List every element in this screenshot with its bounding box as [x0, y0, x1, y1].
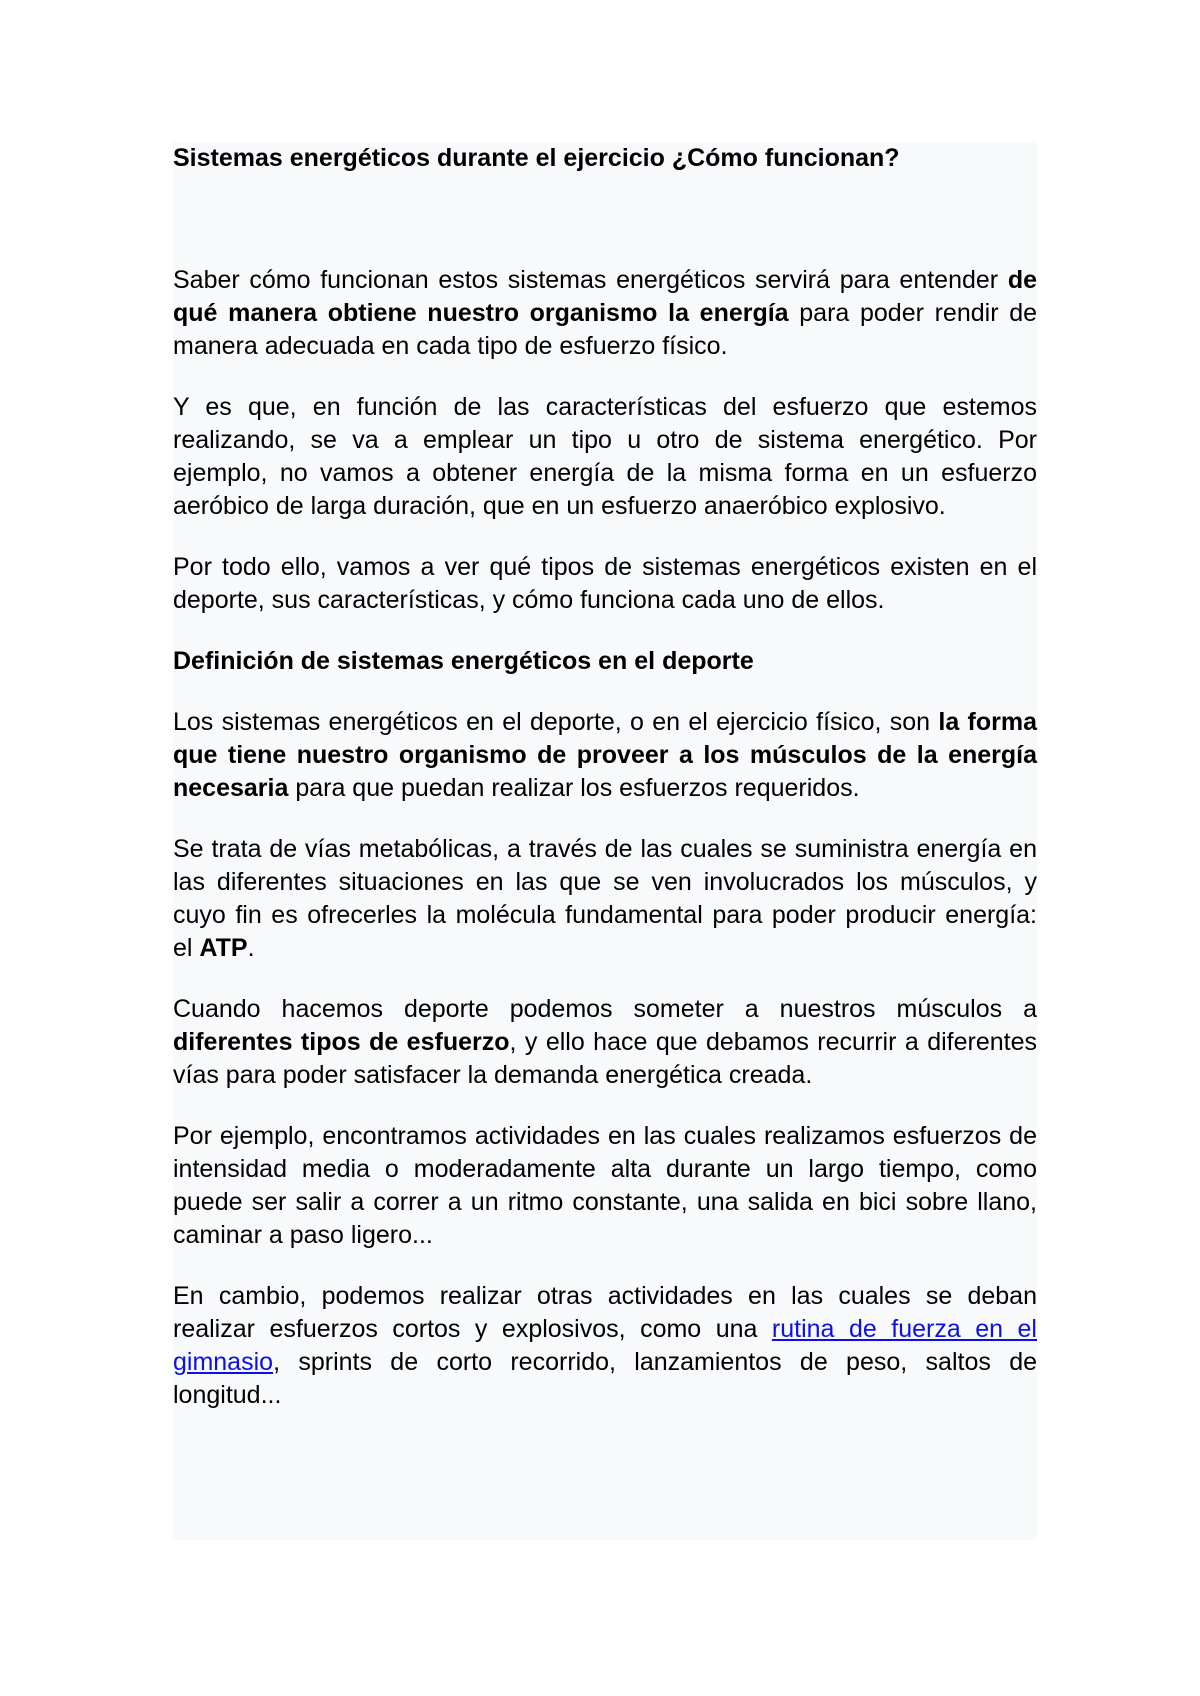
- document-content: [173, 142, 1037, 1540]
- paragraph-text: Se trata de vías metabólicas, a través de las cuales se suministra energía en las diferentes situaciones en las que se ven involucrados los músculos, y cuyo fin es ofrecerles la molécula fundamental para poder producir energía: el: [173, 835, 1037, 962]
- paragraph-effort-types: [173, 993, 1037, 1092]
- gym-routine-link[interactable]: rutina de fuerza en el gimnasio: [173, 1315, 1037, 1376]
- paragraph-explosive-examples: [173, 1280, 1037, 1412]
- paragraph-text: .: [247, 934, 255, 962]
- paragraph-text: Cuando hacemos deporte podemos someter a nuestros músculos a: [173, 995, 1037, 1023]
- bold-phrase: de qué manera obtiene nuestro organismo la energía: [173, 266, 1037, 327]
- section-heading-definition: Definición de sistemas energéticos en el deporte: [173, 647, 754, 675]
- paragraph-overview: Por todo ello, vamos a ver qué tipos de sistemas energéticos existen en el deporte, sus características, y cómo funciona cada uno de ellos.: [173, 553, 1037, 614]
- paragraph-text: En cambio, podemos realizar otras actividades en las cuales se deban realizar esfuerzos cortos y explosivos, como una: [173, 1282, 1037, 1343]
- paragraph-text: para poder rendir de manera adecuada en cada tipo de esfuerzo físico.: [173, 299, 1038, 360]
- bold-phrase: diferentes tipos de esfuerzo: [173, 1028, 510, 1056]
- paragraph-energy-types: Y es que, en función de las características del esfuerzo que estemos realizando, se va a emplear un tipo u otro de sistema energético. Por ejemplo, no vamos a obtener energía de la misma forma en un esfuerzo aeróbico de larga duración, que en un esfuerzo anaeróbico explosivo.: [173, 393, 1037, 520]
- paragraph-intro: [173, 264, 1037, 363]
- paragraph-text: , y ello hace que debamos recurrir a diferentes vías para poder satisfacer la demanda energética creada.: [173, 1028, 1037, 1089]
- document-body: [173, 264, 1037, 1440]
- paragraph-text: , sprints de corto recorrido, lanzamientos de peso, saltos de longitud...: [173, 1348, 1037, 1409]
- paragraph-metabolic-pathways: [173, 833, 1037, 965]
- bold-phrase: la forma que tiene nuestro organismo de proveer a los músculos de la energía necesaria: [173, 708, 1037, 802]
- document-title: Sistemas energéticos durante el ejercicio ¿Cómo funcionan?: [173, 144, 900, 172]
- paragraph-text: Los sistemas energéticos en el deporte, o en el ejercicio físico, son: [173, 708, 939, 736]
- paragraph-text: Saber cómo funcionan estos sistemas energéticos servirá para entender: [173, 266, 1008, 294]
- paragraph-definition: [173, 706, 1037, 805]
- paragraph-aerobic-examples: Por ejemplo, encontramos actividades en las cuales realizamos esfuerzos de intensidad media o moderadamente alta durante un largo tiempo, como puede ser salir a correr a un ritmo constante, una salida en bici sobre llano, caminar a paso ligero...: [173, 1122, 1037, 1249]
- bold-phrase: ATP: [199, 934, 248, 962]
- paragraph-text: para que puedan realizar los esfuerzos requeridos.: [288, 774, 860, 802]
